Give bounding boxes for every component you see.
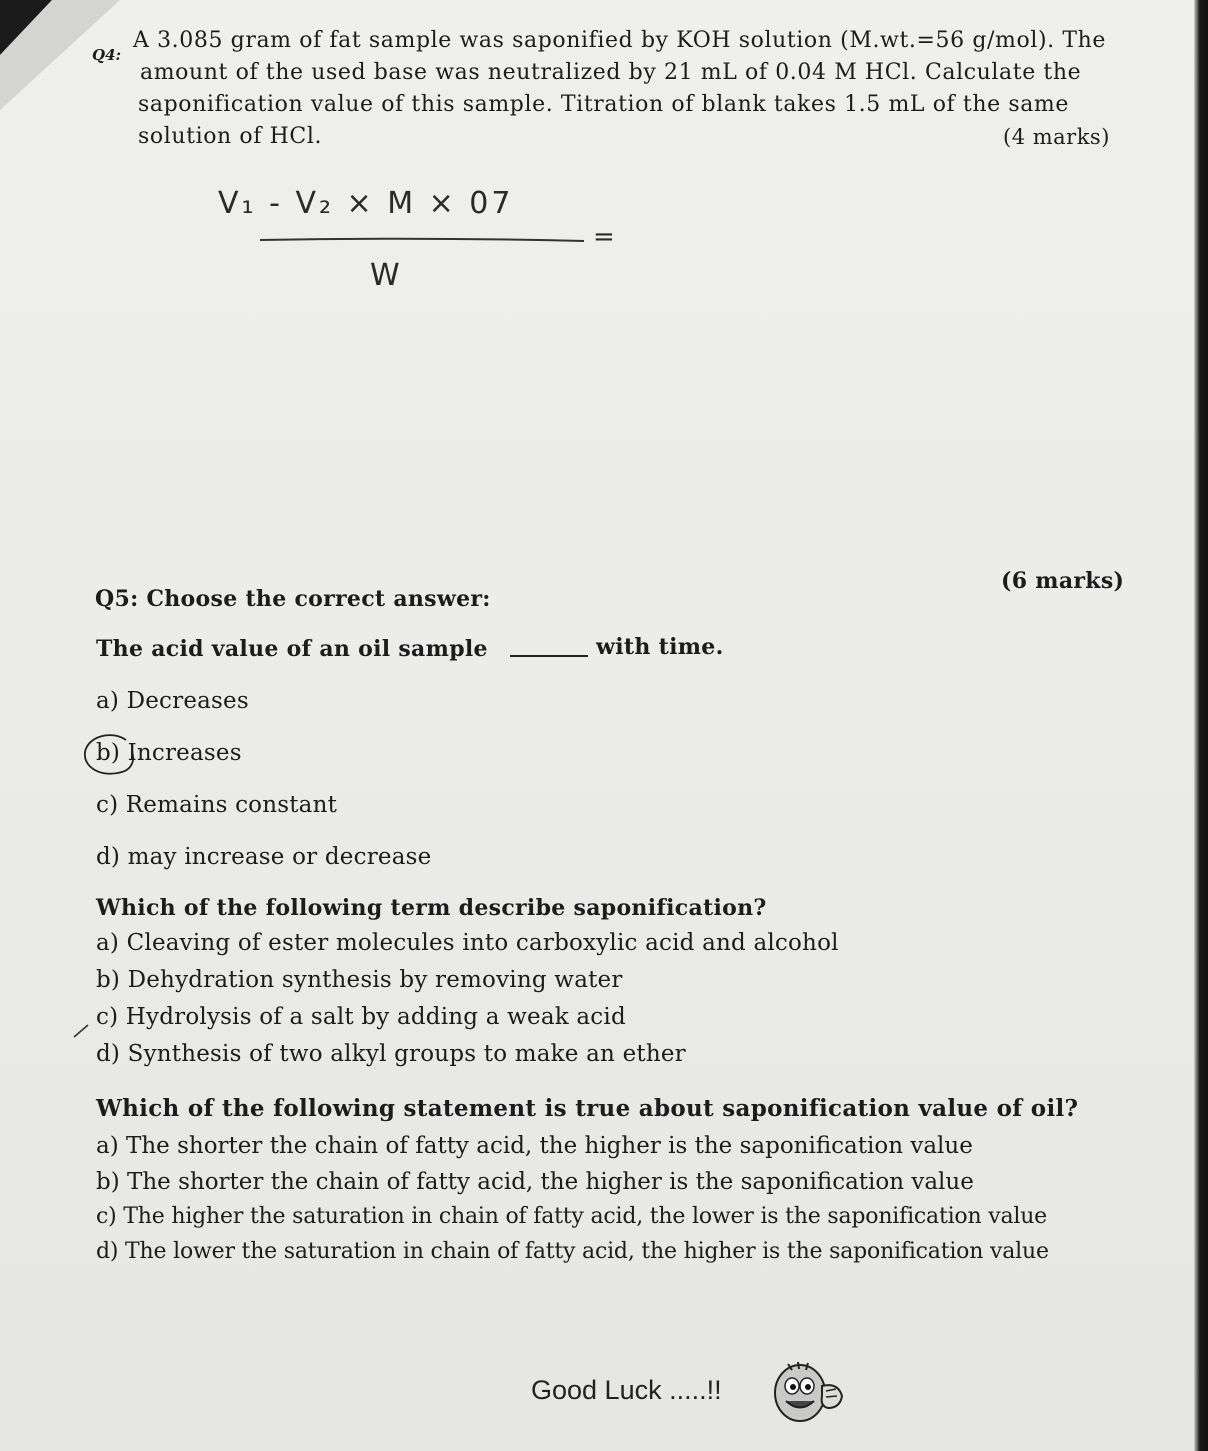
q4-line-3: saponification value of this sample. Titration of blank takes 1.5 mL of the same: [138, 92, 1070, 117]
q4-marks: (4 marks): [1003, 125, 1110, 149]
mcq3-option-c: c) The higher the saturation in chain of fatty acid, the lower is the saponification value: [96, 1204, 1047, 1229]
mcq2-stem: Which of the following term describe saponification?: [96, 895, 767, 921]
q5-heading: Q5: Choose the correct answer:: [95, 586, 491, 612]
q4-line-4: solution of HCl.: [138, 124, 323, 149]
handwritten-numerator: V₁ - V₂ × M × 07: [218, 186, 514, 221]
mcq1-stem-before: The acid value of an oil sample: [96, 636, 488, 662]
q4-line-1: A 3.085 gram of fat sample was saponified by KOH solution (M.wt.=56 g/mol). The: [133, 28, 1106, 53]
mcq1-option-b: b) Increases: [96, 740, 242, 766]
mcq3-option-a: a) The shorter the chain of fatty acid, the higher is the saponification value: [96, 1133, 973, 1159]
mcq1-option-a: a) Decreases: [96, 688, 249, 714]
q4-number: Q4:: [92, 46, 122, 64]
mcq1-stem-after: with time.: [596, 634, 724, 660]
mcq2-option-b: b) Dehydration synthesis by removing water: [96, 967, 623, 993]
handwritten-equals: =: [593, 222, 615, 252]
fraction-bar: [258, 232, 588, 248]
mcq1-option-d: d) may increase or decrease: [96, 844, 432, 870]
mcq2-option-d: d) Synthesis of two alkyl groups to make an ether: [96, 1041, 686, 1067]
good-luck-text: Good Luck .....!!: [531, 1375, 722, 1405]
page-edge-shadow: [1194, 0, 1208, 1451]
mcq2-option-c: c) Hydrolysis of a salt by adding a weak acid: [96, 1004, 626, 1030]
mcq2-option-a: a) Cleaving of ester molecules into carboxylic acid and alcohol: [96, 930, 839, 956]
q4-line-2: amount of the used base was neutralized by 21 mL of 0.04 M HCl. Calculate the: [140, 60, 1082, 85]
q5-marks: (6 marks): [1001, 568, 1125, 594]
handwritten-denominator: W: [370, 258, 400, 293]
smiley-face-icon: [768, 1356, 848, 1426]
check-tick-mark: [72, 1022, 94, 1040]
mcq1-blank-line: [510, 655, 588, 657]
mcq3-stem: Which of the following statement is true about saponification value of oil?: [96, 1095, 1079, 1122]
mcq3-option-d: d) The lower the saturation in chain of fatty acid, the higher is the saponification value: [96, 1239, 1049, 1264]
mcq1-option-c: c) Remains constant: [96, 792, 338, 818]
mcq3-option-b: b) The shorter the chain of fatty acid, the higher is the saponification value: [96, 1169, 974, 1195]
